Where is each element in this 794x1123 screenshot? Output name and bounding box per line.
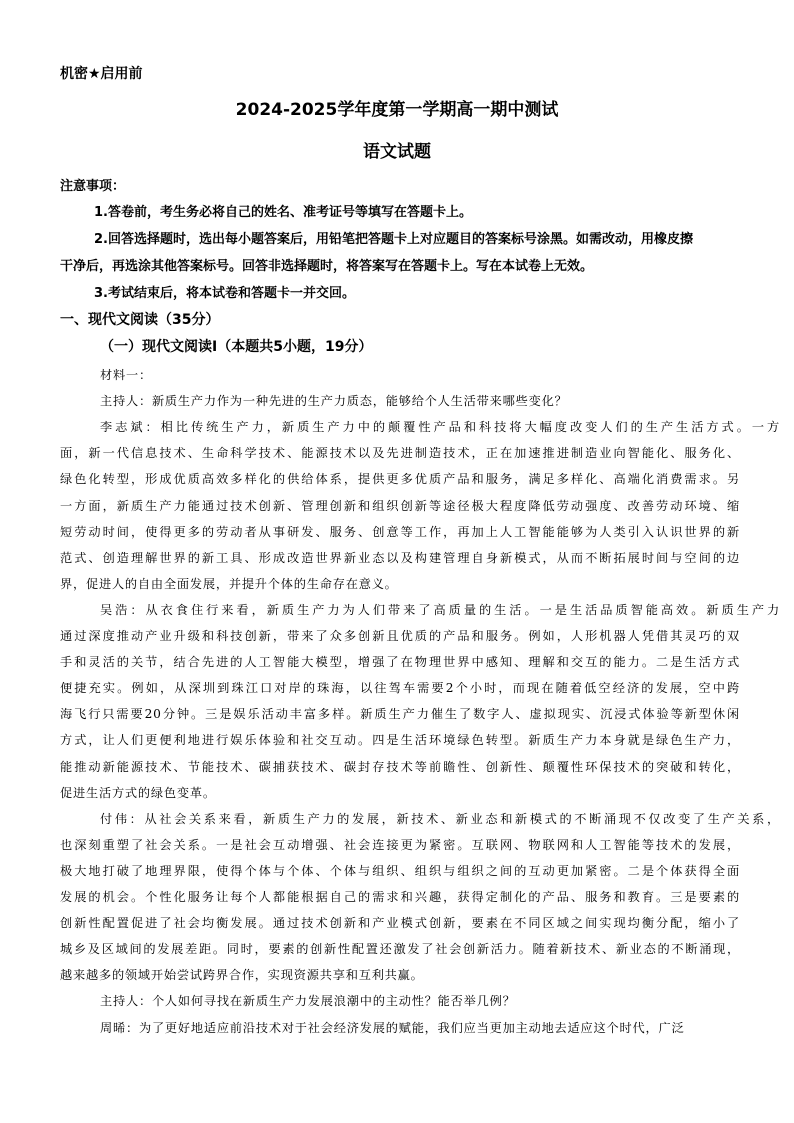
subject-title: 语文试题 <box>363 142 431 162</box>
note-item: 2.回答选择题时，选出每小题答案后，用铅笔把答题卡上对应题目的答案标号涂黑。如需改动，用橡皮擦 <box>94 232 693 247</box>
passage-line: 便捷充实。例如，从深圳到珠江口对岸的珠海，以往驾车需要2个小时，而现在随着低空经济的发展，空中跨 <box>60 681 740 696</box>
section-heading: 一、现代文阅读（35分） <box>60 312 220 328</box>
passage-line: 促进生活方式的绿色变革。 <box>60 785 216 800</box>
passage-line: 材料一： <box>100 368 152 382</box>
exam-title: 2024-2025学年度第一学期高一期中测试 <box>235 100 559 120</box>
passage-line: 通过深度推动产业升级和科技创新，带来了众多创新且优质的产品和服务。例如，人形机器人凭借其灵巧的双 <box>60 629 740 643</box>
passage-line: 极大地打破了地理界限，使得个体与个体、个体与组织、组织与组织之间的互动更加紧密。二是个体获得全面 <box>60 863 740 878</box>
passage-line: 付伟：从社会关系来看，新质生产力的发展，新技术、新业态和新模式的不断涌现不仅改变了生产关系， <box>100 811 780 826</box>
passage-line: 越来越多的领域开始尝试跨界合作，实现资源共享和互利共赢。 <box>60 968 424 983</box>
passage-line: 发展的机会。个性化服务让每个人都能根据自己的需求和兴趣，获得定制化的产品、服务和教育。三是要素的 <box>60 890 740 904</box>
note-item: 3.考试结束后，将本试卷和答题卡一并交回。 <box>94 286 355 301</box>
passage-line: 范式、创造理解世界的新工具、形成改造世界新业态以及构建管理自身新模式，从而不断拓展时间与空间的边 <box>60 550 740 565</box>
passage-line: 吴浩：从衣食住行来看，新质生产力为人们带来了高质量的生活。一是生活品质智能高效。新质生产力 <box>100 602 780 617</box>
passage-line: 周晞：为了更好地适应前沿技术对于社会经济发展的赋能，我们应当更加主动地去适应这个时代，广泛 <box>100 1020 685 1035</box>
passage-line: 方式，让人们更便利地进行娱乐体验和社交互动。四是生活环境绿色转型。新质生产力本身就是绿色生产力， <box>60 733 740 748</box>
note-item: 干净后，再选涂其他答案标号。回答非选择题时，将答案写在答题卡上。写在本试卷上无效。 <box>60 259 594 274</box>
section-subheading: （一）现代文阅读I（本题共5小题，19分） <box>100 339 373 355</box>
passage-line: 短劳动时间，使得更多的劳动者从事研发、服务、创意等工作，再加上人工智能能够为人类引入认识世界的新 <box>60 524 740 539</box>
passage-line: 也深刻重塑了社会关系。一是社会互动增强、社会连接更为紧密。互联网、物联网和人工智能等技术的发展， <box>60 837 740 852</box>
passage-line: 主持人：新质生产力作为一种先进的生产力质态，能够给个人生活带来哪些变化？ <box>100 394 568 409</box>
confidential-label: 机密★启用前 <box>60 66 143 82</box>
passage-line: 海飞行只需要20分钟。三是娱乐活动丰富多样。新质生产力催生了数字人、虚拟现实、沉浸式体验等新型休闲 <box>60 707 740 722</box>
passage-line: 李志斌：相比传统生产力，新质生产力中的颠覆性产品和科技将大幅度改变人们的生产生活方式。一方 <box>100 420 780 435</box>
passage-line: 绿色化转型，形成优质高效多样化的供给体系，提供更多优质产品和服务，满足多样化、高端化消费需求。另 <box>60 472 740 487</box>
passage-line: 一方面，新质生产力能通过技术创新、管理创新和组织创新等途径极大程度降低劳动强度、改善劳动环境、缩 <box>60 498 740 513</box>
passage-line: 城乡及区域间的发展差距。同时，要素的创新性配置还激发了社会创新活力。随着新技术、新业态的不断涌现， <box>60 942 740 957</box>
passage-line: 面，新一代信息技术、生命科学技术、能源技术以及先进制造技术，正在加速推进制造业向智能化、服务化、 <box>60 446 740 461</box>
passage-line: 主持人：个人如何寻找在新质生产力发展浪潮中的主动性？能否举几例？ <box>100 994 516 1009</box>
notes-heading: 注意事项： <box>60 179 126 194</box>
passage-line: 界，促进人的自由全面发展，并提升个体的生命存在意义。 <box>60 576 398 591</box>
passage-line: 能推动新能源技术、节能技术、碳捕获技术、碳封存技术等前瞻性、创新性、颠覆性环保技术的突破和转化， <box>60 759 740 774</box>
passage-line: 创新性配置促进了社会均衡发展。通过技术创新和产业模式创新，要素在不同区域之间实现均衡分配，缩小了 <box>60 916 740 931</box>
passage-line: 手和灵活的关节，结合先进的人工智能大模型，增强了在物理世界中感知、理解和交互的能力。二是生活方式 <box>60 655 740 670</box>
note-item: 1.答卷前，考生务必将自己的姓名、准考证号等填写在答题卡上。 <box>94 205 472 220</box>
